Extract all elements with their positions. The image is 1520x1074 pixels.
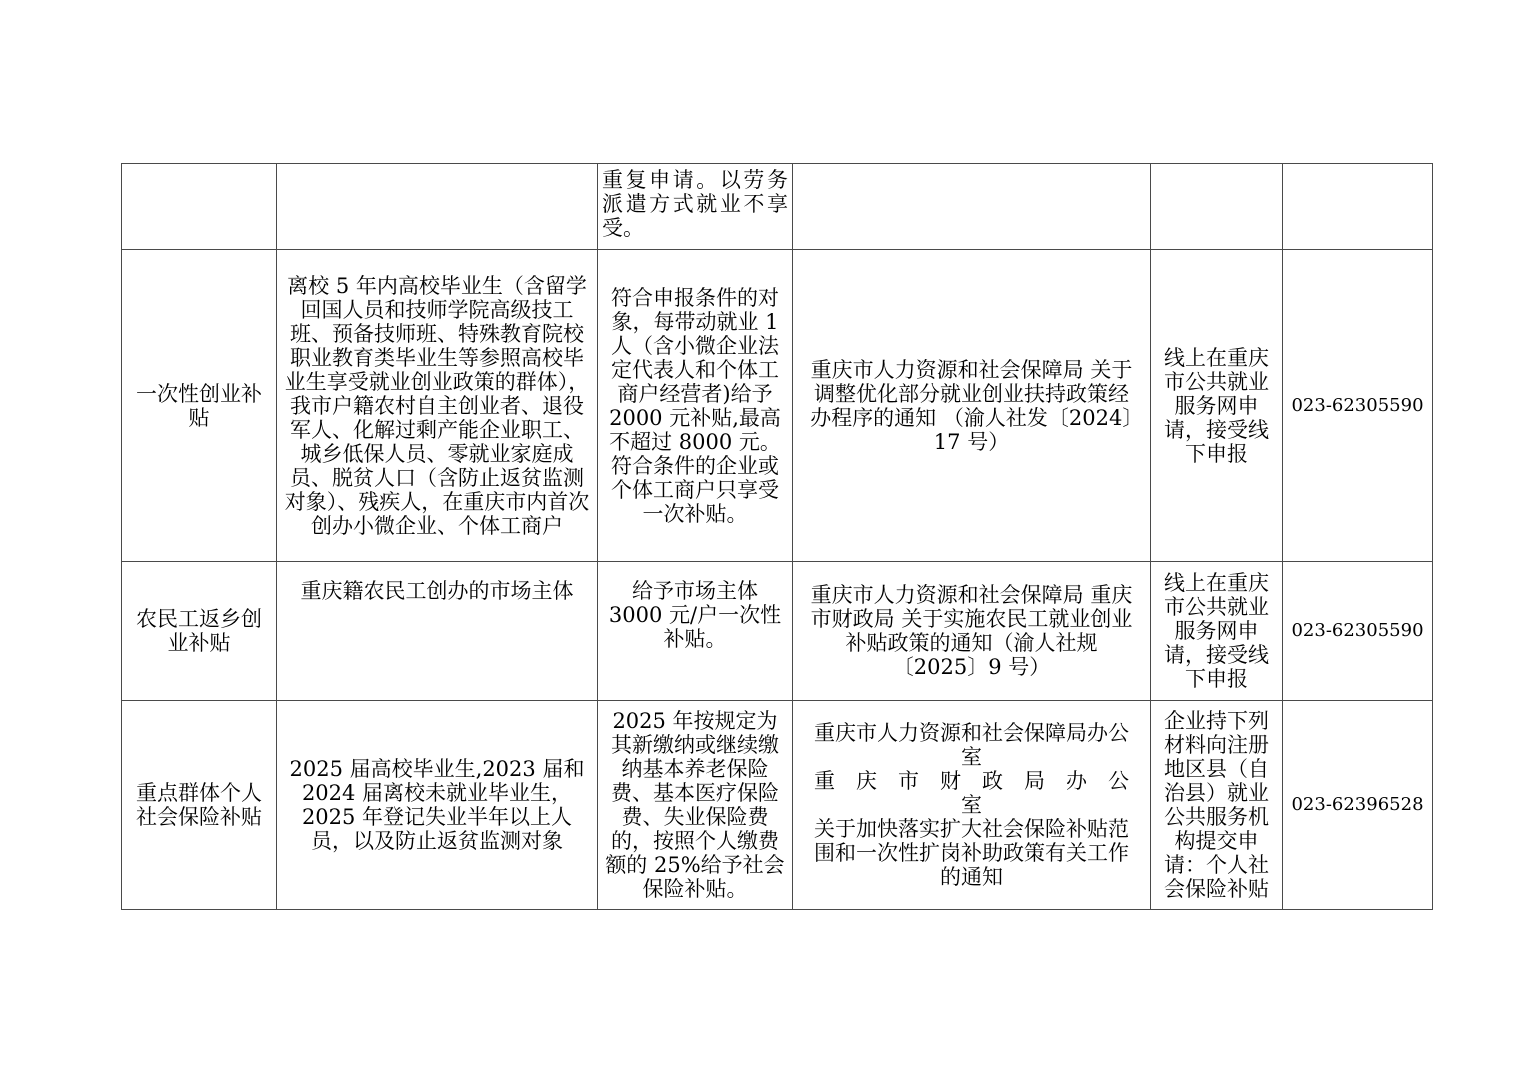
table-row-key-group-social-insurance-subsidy — [122, 701, 1433, 910]
cell-subsidy-standard: 给予市场主体 3000 元/户一次性补贴。 — [598, 562, 793, 701]
cell-policy-document: 重庆市人力资源和社会保障局 重庆市财政局 关于实施农民工就业创业补贴政策的通知（渝人社规〔2025〕9 号） — [793, 562, 1151, 701]
cell-eligible-group: 离校 5 年内高校毕业生（含留学回国人员和技师学院高级技工班、预备技师班、特殊教育院校职业教育类毕业生等参照高校毕业生享受就业创业政策的群体），我市户籍农村自主创业者、退役军人、化解过剩产能企业职工、城乡低保人员、零就业家庭成员、脱贫人口（含防止返贫监测对象）、残疾人，在重庆市内首次创办小微企业、个体工商户 — [277, 250, 598, 562]
table-row-continuation — [122, 164, 1433, 250]
cell-eligible-group — [277, 164, 598, 250]
cell-policy-document — [793, 164, 1151, 250]
cell-contact-phone: 023-62396528 — [1283, 701, 1433, 910]
cell-contact-phone — [1283, 164, 1433, 250]
cell-subsidy-standard: 2025 年按规定为其新缴纳或继续缴纳基本养老保险费、基本医疗保险费、失业保险费的，按照个人缴费额的 25%给予社会保险补贴。 — [598, 701, 793, 910]
subsidy-table — [121, 163, 1433, 910]
cell-subsidy-name: 重点群体个人社会保险补贴 — [122, 701, 277, 910]
cell-application-channel: 企业持下列材料向注册地区县（自治县）就业公共服务机构提交申请：个人社会保险补贴 — [1151, 701, 1283, 910]
cell-eligible-group: 2025 届高校毕业生,2023 届和 2024 届离校未就业毕业生，2025 年登记失业半年以上人员，以及防止返贫监测对象 — [277, 701, 598, 910]
cell-application-channel — [1151, 164, 1283, 250]
cell-contact-phone: 023-62305590 — [1283, 562, 1433, 701]
policy-issuer-line-1: 重庆市人力资源和社会保障局办公室 — [814, 721, 1129, 769]
table-row-migrant-worker-return-subsidy — [122, 562, 1433, 701]
cell-subsidy-name: 农民工返乡创业补贴 — [122, 562, 277, 701]
policy-document-paragraphs — [807, 721, 1150, 889]
table-row-one-time-startup-subsidy — [122, 250, 1433, 562]
cell-policy-document: 重庆市人力资源和社会保障局 关于调整优化部分就业创业扶持政策经办程序的通知 （渝人社发〔2024〕17 号） — [793, 250, 1151, 562]
cell-subsidy-name: 一次性创业补贴 — [122, 250, 277, 562]
policy-issuer-line-2: 重 庆 市 财 政 局 办 公 室 — [814, 769, 1150, 817]
cell-application-channel: 线上在重庆市公共就业服务网申请，接受线下申报 — [1151, 562, 1283, 701]
cell-subsidy-standard: 符合申报条件的对象，每带动就业 1 人（含小微企业法定代表人和个体工商户经营者)给予 2000 元补贴,最高不超过 8000 元。符合条件的企业或个体工商户只享受一次补贴。 — [598, 250, 793, 562]
cell-subsidy-standard: 重复申请。以劳务派遣方式就业不享受。 — [598, 164, 793, 250]
cell-subsidy-name — [122, 164, 277, 250]
cell-policy-document — [793, 701, 1151, 910]
policy-title-line: 关于加快落实扩大社会保险补贴范围和一次性扩岗补助政策有关工作的通知 — [814, 817, 1129, 889]
cell-contact-phone: 023-62305590 — [1283, 250, 1433, 562]
cell-eligible-group: 重庆籍农民工创办的市场主体 — [277, 562, 598, 701]
cell-application-channel: 线上在重庆市公共就业服务网申请，接受线下申报 — [1151, 250, 1283, 562]
